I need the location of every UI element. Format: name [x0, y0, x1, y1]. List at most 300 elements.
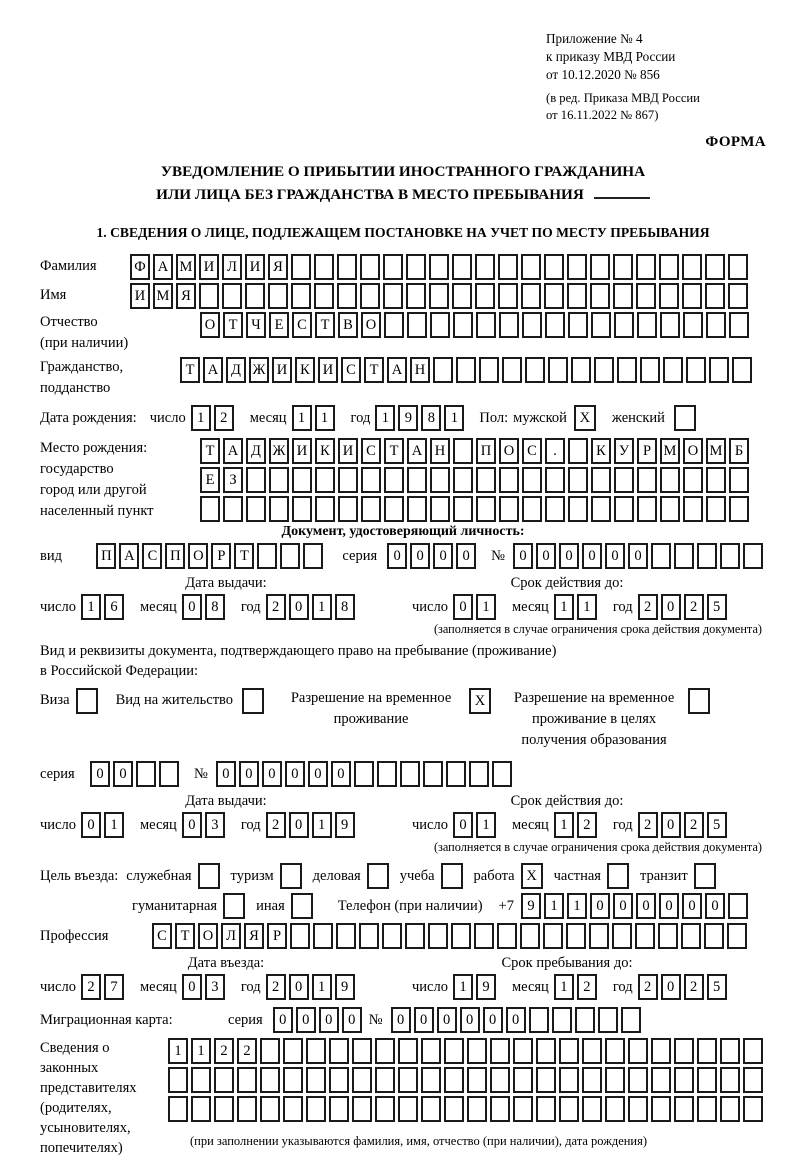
char-box[interactable] [375, 1038, 395, 1064]
char-box[interactable] [329, 1096, 349, 1122]
char-box[interactable]: 8 [335, 594, 355, 620]
char-box[interactable] [543, 923, 563, 949]
char-box[interactable] [621, 1007, 641, 1033]
char-box[interactable] [136, 761, 156, 787]
char-box[interactable] [681, 923, 701, 949]
char-box[interactable]: С [142, 543, 162, 569]
char-box[interactable]: 1 [453, 974, 473, 1000]
char-box[interactable]: О [499, 438, 519, 464]
char-box[interactable] [398, 1067, 418, 1093]
char-box[interactable] [383, 283, 403, 309]
char-box[interactable]: О [683, 438, 703, 464]
char-box[interactable] [640, 357, 660, 383]
char-box[interactable] [444, 1096, 464, 1122]
char-box[interactable] [674, 1038, 694, 1064]
char-box[interactable] [705, 283, 725, 309]
char-box[interactable] [336, 923, 356, 949]
char-box[interactable] [720, 1096, 740, 1122]
char-box[interactable]: 1 [315, 405, 335, 431]
char-box[interactable]: А [223, 438, 243, 464]
char-box[interactable]: 9 [521, 893, 541, 919]
char-box[interactable] [315, 496, 335, 522]
char-box[interactable] [407, 312, 427, 338]
char-box[interactable] [354, 761, 374, 787]
char-box[interactable]: Л [221, 923, 241, 949]
char-box[interactable] [361, 467, 381, 493]
char-box[interactable] [407, 496, 427, 522]
char-box[interactable] [658, 923, 678, 949]
char-box[interactable] [453, 496, 473, 522]
char-box[interactable] [398, 1096, 418, 1122]
char-box[interactable] [359, 923, 379, 949]
char-box[interactable]: А [203, 357, 223, 383]
char-box[interactable]: 2 [266, 974, 286, 1000]
char-box[interactable] [663, 357, 683, 383]
char-box[interactable] [260, 1096, 280, 1122]
char-box[interactable] [636, 283, 656, 309]
purpose-private-checkbox[interactable] [607, 863, 629, 889]
char-box[interactable] [423, 761, 443, 787]
char-box[interactable] [567, 283, 587, 309]
char-box[interactable]: 9 [335, 974, 355, 1000]
char-box[interactable] [384, 312, 404, 338]
char-box[interactable] [383, 254, 403, 280]
char-box[interactable] [614, 312, 634, 338]
char-box[interactable] [545, 496, 565, 522]
char-box[interactable]: Я [176, 283, 196, 309]
char-box[interactable] [637, 467, 657, 493]
char-box[interactable] [451, 923, 471, 949]
char-box[interactable]: Л [222, 254, 242, 280]
char-box[interactable] [398, 1038, 418, 1064]
char-box[interactable] [476, 312, 496, 338]
char-box[interactable]: 2 [81, 974, 101, 1000]
char-box[interactable]: Я [244, 923, 264, 949]
char-box[interactable] [314, 283, 334, 309]
char-box[interactable] [682, 254, 702, 280]
char-box[interactable] [614, 496, 634, 522]
char-box[interactable] [306, 1096, 326, 1122]
char-box[interactable] [683, 467, 703, 493]
char-box[interactable] [612, 923, 632, 949]
char-box[interactable] [559, 1067, 579, 1093]
char-box[interactable] [590, 283, 610, 309]
char-box[interactable]: 2 [638, 812, 658, 838]
char-box[interactable]: 3 [205, 812, 225, 838]
char-box[interactable]: 0 [590, 893, 610, 919]
char-box[interactable]: 1 [312, 594, 332, 620]
char-box[interactable] [490, 1067, 510, 1093]
char-box[interactable] [720, 1067, 740, 1093]
char-box[interactable]: 8 [205, 594, 225, 620]
char-box[interactable] [257, 543, 277, 569]
char-box[interactable]: Ж [249, 357, 269, 383]
char-box[interactable]: 5 [707, 974, 727, 1000]
char-box[interactable]: . [545, 438, 565, 464]
char-box[interactable] [315, 467, 335, 493]
char-box[interactable] [566, 923, 586, 949]
char-box[interactable] [552, 1007, 572, 1033]
char-box[interactable]: Ч [246, 312, 266, 338]
char-box[interactable]: 2 [266, 812, 286, 838]
char-box[interactable] [444, 1038, 464, 1064]
char-box[interactable] [582, 1038, 602, 1064]
char-box[interactable] [467, 1067, 487, 1093]
char-box[interactable]: С [341, 357, 361, 383]
char-box[interactable] [637, 312, 657, 338]
char-box[interactable]: К [591, 438, 611, 464]
char-box[interactable]: Т [234, 543, 254, 569]
char-box[interactable] [384, 467, 404, 493]
char-box[interactable] [429, 254, 449, 280]
char-box[interactable]: Ж [269, 438, 289, 464]
char-box[interactable] [498, 283, 518, 309]
char-box[interactable] [453, 467, 473, 493]
char-box[interactable] [352, 1096, 372, 1122]
char-box[interactable] [521, 254, 541, 280]
char-box[interactable] [469, 761, 489, 787]
char-box[interactable] [467, 1096, 487, 1122]
purpose-other-checkbox[interactable] [291, 893, 313, 919]
option-temp-residence-edu-checkbox[interactable] [688, 688, 710, 714]
char-box[interactable] [283, 1067, 303, 1093]
char-box[interactable]: 1 [312, 974, 332, 1000]
char-box[interactable] [421, 1038, 441, 1064]
char-box[interactable] [545, 312, 565, 338]
char-box[interactable]: 7 [104, 974, 124, 1000]
char-box[interactable] [490, 1038, 510, 1064]
char-box[interactable] [474, 923, 494, 949]
char-box[interactable] [720, 1038, 740, 1064]
char-box[interactable] [280, 543, 300, 569]
char-box[interactable] [568, 438, 588, 464]
char-box[interactable]: И [245, 254, 265, 280]
char-box[interactable]: О [361, 312, 381, 338]
char-box[interactable]: 9 [398, 405, 418, 431]
char-box[interactable]: 0 [414, 1007, 434, 1033]
char-box[interactable]: Е [269, 312, 289, 338]
char-box[interactable] [706, 467, 726, 493]
char-box[interactable] [728, 254, 748, 280]
char-box[interactable] [720, 543, 740, 569]
char-box[interactable] [191, 1067, 211, 1093]
char-box[interactable]: 0 [605, 543, 625, 569]
char-box[interactable] [497, 923, 517, 949]
char-box[interactable]: А [153, 254, 173, 280]
char-box[interactable] [246, 496, 266, 522]
char-box[interactable]: П [476, 438, 496, 464]
char-box[interactable] [490, 1096, 510, 1122]
char-box[interactable] [223, 496, 243, 522]
char-box[interactable]: 1 [554, 594, 574, 620]
char-box[interactable]: 2 [214, 1038, 234, 1064]
char-box[interactable] [591, 496, 611, 522]
char-box[interactable]: И [338, 438, 358, 464]
char-box[interactable] [575, 1007, 595, 1033]
char-box[interactable]: П [165, 543, 185, 569]
char-box[interactable] [200, 496, 220, 522]
char-box[interactable]: 2 [684, 594, 704, 620]
char-box[interactable] [260, 1038, 280, 1064]
char-box[interactable]: 0 [182, 974, 202, 1000]
char-box[interactable]: 0 [659, 893, 679, 919]
char-box[interactable]: 0 [342, 1007, 362, 1033]
char-box[interactable] [338, 496, 358, 522]
char-box[interactable]: 2 [237, 1038, 257, 1064]
char-box[interactable] [598, 1007, 618, 1033]
char-box[interactable] [674, 1096, 694, 1122]
char-box[interactable] [214, 1067, 234, 1093]
char-box[interactable] [536, 1038, 556, 1064]
char-box[interactable]: 0 [460, 1007, 480, 1033]
char-box[interactable] [706, 496, 726, 522]
char-box[interactable] [513, 1096, 533, 1122]
char-box[interactable]: 1 [168, 1038, 188, 1064]
char-box[interactable] [525, 357, 545, 383]
char-box[interactable] [743, 1038, 763, 1064]
char-box[interactable]: 0 [273, 1007, 293, 1033]
char-box[interactable]: С [292, 312, 312, 338]
char-box[interactable] [571, 357, 591, 383]
char-box[interactable] [660, 496, 680, 522]
char-box[interactable]: И [318, 357, 338, 383]
char-box[interactable]: Т [364, 357, 384, 383]
char-box[interactable] [245, 283, 265, 309]
char-box[interactable]: 1 [554, 812, 574, 838]
char-box[interactable] [545, 467, 565, 493]
char-box[interactable]: 2 [684, 974, 704, 1000]
char-box[interactable]: А [407, 438, 427, 464]
char-box[interactable] [291, 254, 311, 280]
char-box[interactable]: А [119, 543, 139, 569]
char-box[interactable] [303, 543, 323, 569]
char-box[interactable] [697, 1096, 717, 1122]
char-box[interactable] [421, 1067, 441, 1093]
char-box[interactable]: 0 [661, 974, 681, 1000]
char-box[interactable]: Я [268, 254, 288, 280]
char-box[interactable] [617, 357, 637, 383]
char-box[interactable] [628, 1067, 648, 1093]
char-box[interactable] [382, 923, 402, 949]
char-box[interactable] [635, 923, 655, 949]
purpose-official-checkbox[interactable] [198, 863, 220, 889]
char-box[interactable] [521, 283, 541, 309]
char-box[interactable]: 2 [214, 405, 234, 431]
char-box[interactable] [406, 254, 426, 280]
char-box[interactable] [590, 254, 610, 280]
char-box[interactable] [337, 254, 357, 280]
char-box[interactable] [659, 254, 679, 280]
char-box[interactable] [636, 254, 656, 280]
char-box[interactable] [237, 1096, 257, 1122]
char-box[interactable] [536, 1096, 556, 1122]
char-box[interactable]: С [522, 438, 542, 464]
char-box[interactable]: 5 [707, 594, 727, 620]
char-box[interactable]: 6 [104, 594, 124, 620]
char-box[interactable]: 2 [638, 974, 658, 1000]
char-box[interactable]: Н [430, 438, 450, 464]
char-box[interactable]: 0 [513, 543, 533, 569]
char-box[interactable] [269, 496, 289, 522]
char-box[interactable] [492, 761, 512, 787]
char-box[interactable]: И [199, 254, 219, 280]
char-box[interactable]: 0 [453, 812, 473, 838]
char-box[interactable] [246, 467, 266, 493]
char-box[interactable]: К [295, 357, 315, 383]
char-box[interactable]: Б [729, 438, 749, 464]
char-box[interactable] [637, 496, 657, 522]
char-box[interactable]: 0 [682, 893, 702, 919]
char-box[interactable] [682, 283, 702, 309]
char-box[interactable]: Т [175, 923, 195, 949]
char-box[interactable] [683, 496, 703, 522]
char-box[interactable] [536, 1067, 556, 1093]
char-box[interactable]: З [223, 467, 243, 493]
char-box[interactable] [400, 761, 420, 787]
char-box[interactable] [421, 1096, 441, 1122]
char-box[interactable] [727, 923, 747, 949]
char-box[interactable]: 0 [387, 543, 407, 569]
char-box[interactable] [237, 1067, 257, 1093]
char-box[interactable] [605, 1096, 625, 1122]
char-box[interactable]: 0 [453, 594, 473, 620]
char-box[interactable] [290, 923, 310, 949]
char-box[interactable] [520, 923, 540, 949]
char-box[interactable]: Р [211, 543, 231, 569]
char-box[interactable]: 9 [476, 974, 496, 1000]
char-box[interactable] [729, 312, 749, 338]
char-box[interactable]: Е [200, 467, 220, 493]
char-box[interactable] [674, 1067, 694, 1093]
char-box[interactable] [313, 923, 333, 949]
char-box[interactable]: М [153, 283, 173, 309]
char-box[interactable]: 1 [567, 893, 587, 919]
char-box[interactable] [568, 467, 588, 493]
char-box[interactable] [674, 543, 694, 569]
char-box[interactable] [375, 1067, 395, 1093]
char-box[interactable]: И [130, 283, 150, 309]
char-box[interactable] [567, 254, 587, 280]
char-box[interactable]: 1 [191, 405, 211, 431]
char-box[interactable] [498, 254, 518, 280]
option-temp-residence-checkbox[interactable]: X [469, 688, 491, 714]
char-box[interactable] [499, 312, 519, 338]
char-box[interactable]: 0 [628, 543, 648, 569]
char-box[interactable] [729, 496, 749, 522]
char-box[interactable]: 0 [296, 1007, 316, 1033]
char-box[interactable]: Р [637, 438, 657, 464]
char-box[interactable] [338, 467, 358, 493]
purpose-tourism-checkbox[interactable] [280, 863, 302, 889]
option-residence-permit-checkbox[interactable] [242, 688, 264, 714]
char-box[interactable]: 0 [319, 1007, 339, 1033]
char-box[interactable]: 0 [559, 543, 579, 569]
char-box[interactable]: М [660, 438, 680, 464]
char-box[interactable]: 2 [577, 974, 597, 1000]
char-box[interactable]: Д [246, 438, 266, 464]
char-box[interactable]: 0 [705, 893, 725, 919]
char-box[interactable] [453, 312, 473, 338]
char-box[interactable]: 0 [289, 812, 309, 838]
char-box[interactable] [475, 283, 495, 309]
char-box[interactable] [544, 283, 564, 309]
char-box[interactable] [732, 357, 752, 383]
char-box[interactable] [522, 467, 542, 493]
char-box[interactable]: О [188, 543, 208, 569]
char-box[interactable] [430, 467, 450, 493]
char-box[interactable]: 0 [506, 1007, 526, 1033]
char-box[interactable] [168, 1067, 188, 1093]
char-box[interactable] [513, 1038, 533, 1064]
char-box[interactable]: У [614, 438, 634, 464]
char-box[interactable]: 0 [308, 761, 328, 787]
purpose-work-checkbox[interactable]: X [521, 863, 543, 889]
char-box[interactable] [406, 283, 426, 309]
char-box[interactable] [605, 1067, 625, 1093]
char-box[interactable] [407, 467, 427, 493]
char-box[interactable]: Д [226, 357, 246, 383]
char-box[interactable] [697, 543, 717, 569]
char-box[interactable] [452, 254, 472, 280]
char-box[interactable] [651, 543, 671, 569]
char-box[interactable] [269, 467, 289, 493]
char-box[interactable]: 2 [266, 594, 286, 620]
char-box[interactable]: Ф [130, 254, 150, 280]
char-box[interactable]: С [152, 923, 172, 949]
char-box[interactable] [283, 1038, 303, 1064]
char-box[interactable] [430, 312, 450, 338]
char-box[interactable] [683, 312, 703, 338]
char-box[interactable] [479, 357, 499, 383]
char-box[interactable]: 0 [289, 594, 309, 620]
char-box[interactable]: 0 [613, 893, 633, 919]
char-box[interactable] [568, 496, 588, 522]
char-box[interactable] [306, 1067, 326, 1093]
char-box[interactable]: 0 [456, 543, 476, 569]
char-box[interactable] [529, 1007, 549, 1033]
char-box[interactable] [660, 467, 680, 493]
sex-female-checkbox[interactable] [674, 405, 696, 431]
char-box[interactable]: 2 [577, 812, 597, 838]
char-box[interactable]: Р [267, 923, 287, 949]
char-box[interactable] [697, 1067, 717, 1093]
char-box[interactable]: 9 [335, 812, 355, 838]
char-box[interactable] [430, 496, 450, 522]
char-box[interactable] [728, 893, 748, 919]
char-box[interactable] [291, 283, 311, 309]
char-box[interactable] [384, 496, 404, 522]
char-box[interactable] [352, 1038, 372, 1064]
char-box[interactable]: 1 [375, 405, 395, 431]
char-box[interactable] [651, 1096, 671, 1122]
char-box[interactable]: 0 [391, 1007, 411, 1033]
char-box[interactable] [705, 254, 725, 280]
char-box[interactable] [199, 283, 219, 309]
char-box[interactable] [591, 467, 611, 493]
char-box[interactable] [582, 1096, 602, 1122]
char-box[interactable]: 0 [661, 812, 681, 838]
char-box[interactable] [591, 312, 611, 338]
char-box[interactable] [283, 1096, 303, 1122]
sex-male-checkbox[interactable]: X [574, 405, 596, 431]
char-box[interactable]: 0 [182, 812, 202, 838]
char-box[interactable]: 3 [205, 974, 225, 1000]
char-box[interactable] [589, 923, 609, 949]
char-box[interactable] [743, 1067, 763, 1093]
char-box[interactable] [446, 761, 466, 787]
char-box[interactable] [628, 1096, 648, 1122]
char-box[interactable] [360, 283, 380, 309]
